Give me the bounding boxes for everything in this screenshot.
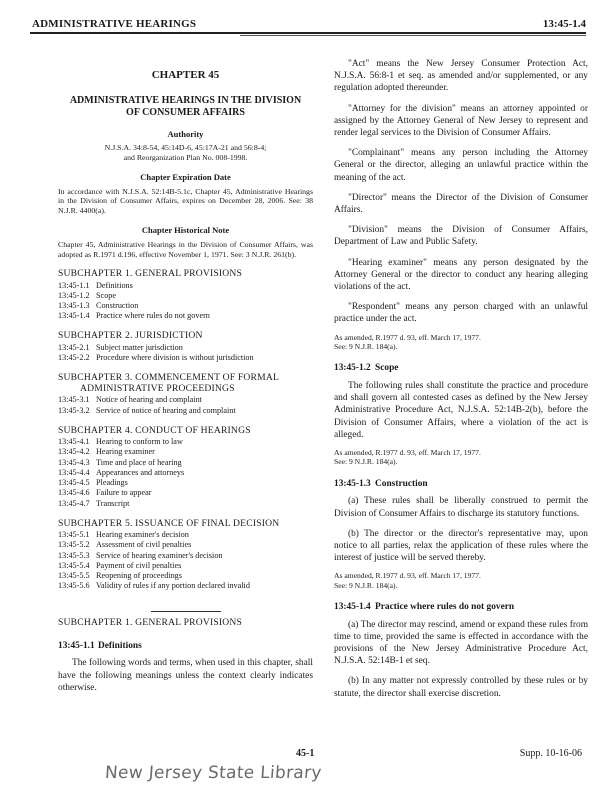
toc-entry[interactable] (58, 488, 313, 498)
toc-entry[interactable] (58, 395, 313, 405)
toc-entry-label: Hearing to conform to law (96, 437, 183, 447)
history-note-1-2: As amended, R.1977 d. 93, eff. March 17, 1977. See: 9 N.J.R. 184(a). (334, 447, 481, 467)
toc-entry-label: Assessment of civil penalties (96, 540, 192, 550)
toc-subchapter-heading: SUBCHAPTER 5. ISSUANCE OF FINAL DECISION (58, 517, 280, 529)
library-stamp: New Jersey State Library (104, 763, 323, 783)
toc-section-list (58, 281, 313, 322)
toc-entry[interactable] (58, 291, 313, 301)
toc-subchapter-heading: SUBCHAPTER 3. COMMENCEMENT OF FORMAL (58, 372, 280, 384)
definition-entry: "Hearing examiner" means any person designated by the Attorney General or the director to conduct any hearing alleging violations of the act. (334, 257, 588, 293)
toc-subchapter-heading: SUBCHAPTER 2. JURISDICTION (58, 330, 203, 342)
authority-heading: Authority (167, 128, 204, 139)
toc-entry-number: 13:45-5.5 (58, 571, 90, 581)
definitions-intro: The following words and terms, when used in this chapter, shall have the following meanings unless the context clearly indicates otherwise. (58, 658, 313, 693)
definition-entry: "Complainant" means any person including the Attorney General or the director, alleging an unlawful practice within the meaning of the act. (334, 148, 588, 183)
toc-entry[interactable] (58, 478, 313, 488)
toc-entry-label: Appearances and attorneys (96, 467, 185, 477)
toc-entry-label: Construction (96, 301, 139, 311)
toc-entry-number: 13:45-4.3 (58, 457, 90, 467)
toc-entry-label: Time and place of hearing (96, 457, 182, 467)
toc-entry[interactable] (58, 530, 313, 540)
toc-subchapter-heading-cont: ADMINISTRATIVE PROCEEDINGS (80, 382, 235, 394)
toc-entry-number: 13:45-4.5 (58, 478, 90, 488)
section-heading-1-4: 13:45-1.4 Practice where rules do not govern (334, 602, 515, 613)
chapter-title: ADMINISTRATIVE HEARINGS IN THE DIVISION OF CONSUMER AFFAIRS (69, 94, 302, 118)
toc-entry-number: 13:45-5.3 (58, 550, 90, 560)
history-text: Chapter 45, Administrative Hearings in the Division of Consumer Affairs, was adopted as R.1971 d.196, effective November 1, 1971. See: 3 N.J.R. 261(b). (58, 239, 313, 259)
toc-entry-label: Failure to appear (96, 488, 152, 498)
history-heading: Chapter Historical Note (141, 225, 230, 236)
toc-entry-number: 13:45-1.3 (58, 301, 90, 311)
toc-entry[interactable] (58, 353, 313, 363)
toc-entry-label: Transcript (96, 498, 130, 508)
subchapter-heading: SUBCHAPTER 1. GENERAL PROVISIONS (58, 617, 243, 629)
expiration-heading: Chapter Expiration Date (140, 172, 231, 183)
toc-entry-number: 13:45-4.1 (58, 437, 90, 447)
toc-entry-label: Hearing examiner's decision (96, 530, 189, 540)
header-title: ADMINISTRATIVE HEARINGS (32, 18, 197, 30)
definitions-list (334, 58, 588, 326)
toc-entry[interactable] (58, 406, 313, 416)
right-column (334, 58, 588, 700)
toc-subchapter-heading: SUBCHAPTER 4. CONDUCT OF HEARINGS (58, 424, 251, 436)
toc-entry-number: 13:45-5.1 (58, 530, 90, 540)
toc-entry-number: 13:45-3.2 (58, 405, 90, 415)
toc-entry[interactable] (58, 551, 313, 561)
scope-text: The following rules shall constitute the practice and procedure and shall govern all contested cases as defined by the New Jersey Administrative Procedure Act, N.J.S.A. 52:14B-2(b), before the Division of Consumer Affairs, where a violation of the act is alleged. (334, 380, 588, 440)
chapter-number: CHAPTER 45 (151, 69, 220, 81)
toc-section-list (58, 437, 313, 508)
toc-entry[interactable] (58, 571, 313, 581)
toc-entry-number: 13:45-2.2 (58, 353, 90, 363)
toc-entry-number: 13:45-4.2 (58, 447, 90, 457)
definition-entry: "Director" means the Director of the Division of Consumer Affairs. (334, 192, 588, 216)
toc-entry-number: 13:45-5.2 (58, 540, 90, 550)
toc-entry-number: 13:45-4.6 (58, 488, 90, 498)
toc-entry-number: 13:45-5.6 (58, 581, 90, 591)
header-rule (30, 32, 586, 34)
toc-entry[interactable] (58, 561, 313, 571)
toc-entry[interactable] (58, 301, 313, 311)
history-note-1-1: As amended, R.1977 d. 93, eff. March 17, 1977. See: 9 N.J.R. 184(a). (334, 332, 481, 352)
toc-entry-label: Scope (96, 290, 117, 300)
practice-a: (a) The director may rescind, amend or expand these rules from time to time, provided the same is effected in accordance with the provisions of the New Jersey Administrative Procedure Act, N.J.S.A. 52:14B-1 et seq. (334, 619, 588, 667)
toc-entry-label: Notice of hearing and complaint (96, 395, 202, 405)
toc-entry[interactable] (58, 281, 313, 291)
toc-section-list (58, 530, 313, 591)
toc-subchapter-heading: SUBCHAPTER 1. GENERAL PROVISIONS (58, 268, 243, 280)
toc-entry-number: 13:45-4.4 (58, 467, 90, 477)
construction-a: (a) These rules shall be liberally construed to permit the Division of Consumer Affairs to discharge its statutory functions. (334, 496, 588, 519)
toc-entry-label: Procedure where division is without jurisdiction (96, 353, 254, 363)
toc-entry[interactable] (58, 499, 313, 509)
section-heading-1-2: 13:45-1.2 Scope (334, 363, 399, 374)
toc-entry-number: 13:45-1.4 (58, 311, 90, 321)
toc-entry-label: Subject matter jurisdiction (96, 342, 183, 352)
toc-entry-label: Reopening of proceedings (96, 571, 182, 581)
toc-entry[interactable] (58, 437, 313, 447)
history-note-1-3: As amended, R.1977 d. 93, eff. March 17, 1977. See: 9 N.J.R. 184(a). (334, 571, 481, 590)
header-section-number: 13:45-1.4 (542, 18, 586, 30)
toc-entry-number: 13:45-1.1 (58, 280, 90, 290)
toc-entry-number: 13:45-2.1 (58, 342, 90, 352)
toc-entry-label: Hearing examiner (96, 447, 155, 457)
definition-entry: "Act" means the New Jersey Consumer Protection Act, N.J.S.A. 56:8-1 et seq. as amended and/or supplemented, or any regulation adopted thereunder. (334, 59, 588, 94)
supplement-date: Supp. 10-16-06 (519, 748, 582, 759)
section-heading-1-1: 13:45-1.1 Definitions (58, 640, 142, 651)
page-number: 45-1 (296, 748, 315, 759)
definition-entry: "Attorney for the division" means an attorney appointed or assigned by the Attorney General of New Jersey to represent and render legal services to the Division of Consumer Affairs. (334, 103, 588, 139)
toc-entry-number: 13:45-5.4 (58, 560, 90, 570)
toc-entry[interactable] (58, 311, 313, 321)
section-heading-1-3: 13:45-1.3 Construction (334, 478, 428, 489)
toc-entry[interactable] (58, 581, 313, 591)
toc-entry[interactable] (58, 540, 313, 550)
toc-entry[interactable] (58, 458, 313, 468)
authority-text: N.J.S.A. 34:8-54, 45:14D-6, 45:17A-21 and 56:8-4; and Reorganization Plan No. 008-1998. (104, 143, 267, 162)
definition-entry: "Division" means the Division of Consumer Affairs, Department of Law and Public Safety. (334, 225, 588, 248)
toc-entry-number: 13:45-3.1 (58, 395, 90, 405)
construction-b: (b) The director or the director's representative may, upon notice to all parties, relax the application of these rules where the interest of justice will be served thereby. (334, 528, 588, 564)
toc-section-list (58, 343, 313, 363)
definition-entry: "Respondent" means any person charged with an unlawful practice under the act. (334, 302, 588, 325)
expiration-text: In accordance with N.J.S.A. 52:14B-5.1c, Chapter 45, Administrative Hearings in the Division of Consumer Affairs, expires on December 28, 2006. See: 38 N.J.R. 4400(a). (58, 186, 313, 215)
practice-b: (b) In any matter not expressly controlled by these rules or by statute, the director shall exercise discretion. (334, 676, 588, 699)
toc-entry[interactable] (58, 468, 313, 478)
toc-section-list (58, 395, 313, 415)
toc-entry-label: Definitions (96, 280, 133, 290)
left-column (58, 58, 313, 694)
header-rule-thin (240, 35, 586, 36)
running-header (30, 10, 586, 36)
toc-entry-label: Practice where rules do not govern (96, 311, 210, 321)
toc-entry-label: Validity of rules if any portion declared invalid (96, 581, 250, 591)
toc-entry-number: 13:45-1.2 (58, 290, 90, 300)
toc-entry-label: Payment of civil penalties (96, 560, 182, 570)
toc-entry[interactable] (58, 343, 313, 353)
toc-entry[interactable] (58, 447, 313, 457)
toc-entry-number: 13:45-4.7 (58, 498, 90, 508)
toc-entry-label: Pleadings (96, 478, 128, 488)
table-of-contents (58, 269, 313, 591)
toc-entry-label: Service of hearing examiner's decision (96, 550, 223, 560)
section-divider (151, 611, 221, 612)
toc-entry-label: Service of notice of hearing and complaint (96, 405, 236, 415)
